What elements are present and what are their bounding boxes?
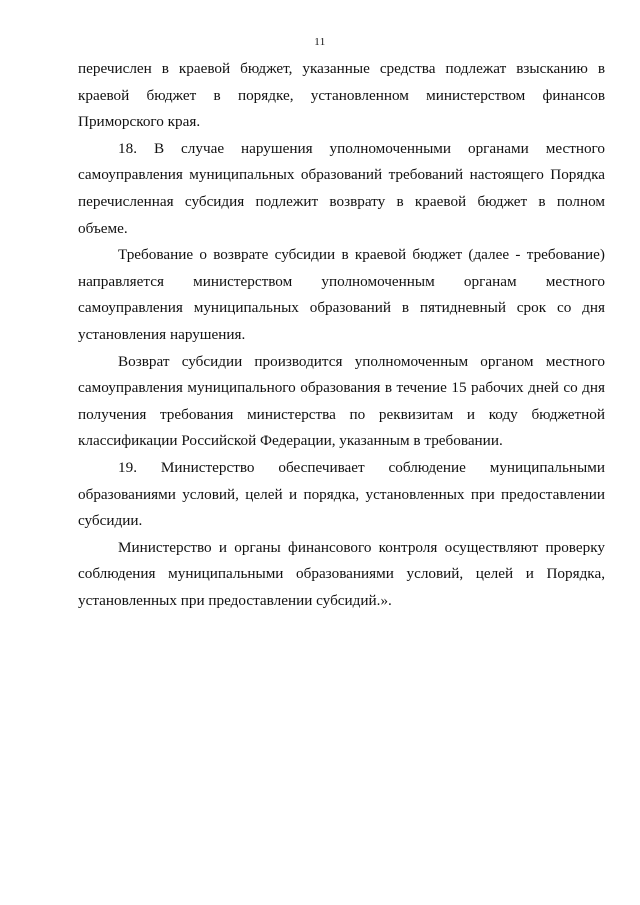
paragraph xyxy=(78,535,605,615)
text-line: самоуправления муниципального образования в течение 15 рабочих дней со дня xyxy=(78,379,605,397)
text-line: самоуправления муниципальных образований в пятидневный срок со дня xyxy=(78,299,605,317)
text-line: объеме. xyxy=(78,219,128,237)
text-line: Возврат субсидии производится уполномоченным органом местного xyxy=(118,352,605,370)
text-line: Требование о возврате субсидии в краевой бюджет (далее - требование) xyxy=(118,246,605,264)
text-line: 19. Министерство обеспечивает соблюдение муниципальными xyxy=(118,458,605,476)
text-line: соблюдения муниципальными образованиями условий, целей и Порядка, xyxy=(78,565,605,583)
text-line: краевой бюджет в порядке, установленном министерством финансов xyxy=(78,86,605,104)
page-number: 11 xyxy=(314,36,326,48)
paragraph xyxy=(78,349,605,455)
text-line: перечислен в краевой бюджет, указанные средства подлежат взысканию в xyxy=(78,60,605,77)
text-line: перечисленная субсидия подлежит возврату в краевой бюджет в полном xyxy=(78,192,605,210)
text-line: субсидии. xyxy=(78,512,143,530)
text-line: направляется министерством уполномоченным органам местного xyxy=(78,272,605,290)
paragraph xyxy=(78,56,605,136)
text-line: классификации Российской Федерации, указанным в требовании. xyxy=(78,432,503,450)
text-line: Приморского края. xyxy=(78,113,201,131)
text-line: Министерство и органы финансового контроля осуществляют проверку xyxy=(118,538,605,556)
paragraph xyxy=(78,136,605,242)
paragraph xyxy=(78,242,605,348)
text-line: установления нарушения. xyxy=(78,325,246,343)
text-line: установленных при предоставлении субсидий.». xyxy=(78,591,392,609)
text-line: образованиями условий, целей и порядка, установленных при предоставлении xyxy=(78,485,605,503)
paragraph xyxy=(78,455,605,535)
text-line: получения требования министерства по реквизитам и коду бюджетной xyxy=(78,405,605,423)
text-line: 18. В случае нарушения уполномоченными органами местного xyxy=(118,139,605,157)
document-body xyxy=(78,56,605,614)
text-line: самоуправления муниципальных образований требований настоящего Порядка xyxy=(78,166,605,184)
